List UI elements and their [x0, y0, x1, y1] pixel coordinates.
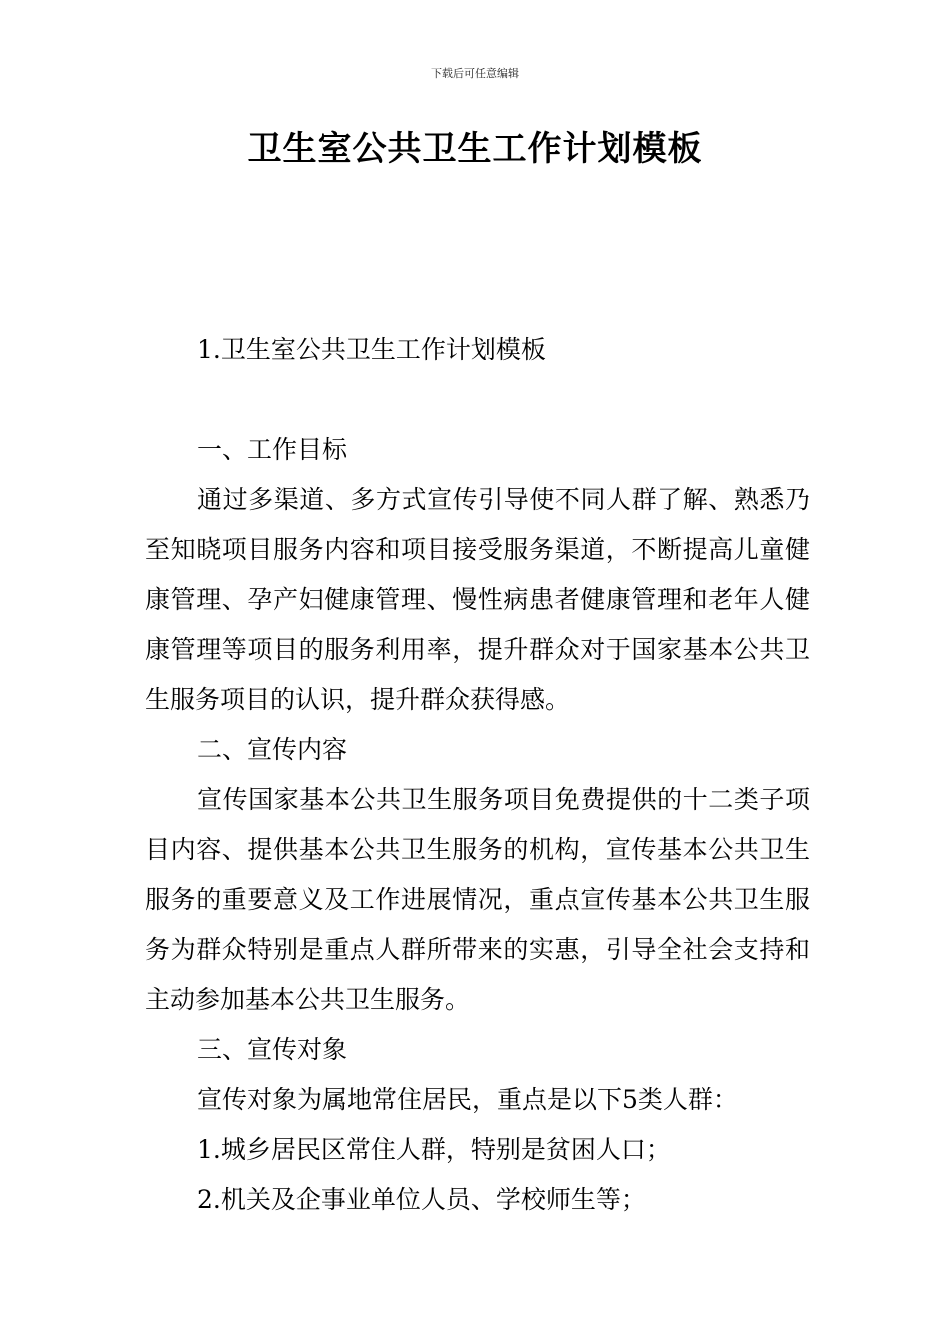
document-body — [145, 425, 810, 1225]
document-title: 卫生室公共卫生工作计划模板 — [247, 129, 703, 169]
paragraph-goals: 通过多渠道、多方式宣传引导使不同人群了解、熟悉乃至知晓项目服务内容和项目接受服务渠道，不断提高儿童健康管理、孕产妇健康管理、慢性病患者健康管理和老年人健康管理等项目的服务利用率，提升群众对于国家基本公共卫生服务项目的认识，提升群众获得感。 — [145, 485, 810, 714]
document-subtitle — [145, 325, 810, 375]
header-note: 下载后可任意编辑 — [431, 67, 519, 80]
paragraph-audience: 宣传对象为属地常住居民，重点是以下5类人群： — [197, 1085, 738, 1114]
list-item-1: 1.城乡居民区常住人群，特别是贫困人口； — [197, 1135, 671, 1164]
section-heading-goals: 一、工作目标 — [197, 435, 348, 464]
subtitle-text: 1.卫生室公共卫生工作计划模板 — [197, 335, 546, 364]
paragraph-content: 宣传国家基本公共卫生服务项目免费提供的十二类子项目内容、提供基本公共卫生服务的机构，宣传基本公共卫生服务的重要意义及工作进展情况，重点宣传基本公共卫生服务为群众特别是重点人群所带来的实惠，引导全社会支持和主动参加基本公共卫生服务。 — [145, 785, 810, 1014]
list-item-2: 2.机关及企事业单位人员、学校师生等； — [197, 1185, 646, 1214]
section-heading-audience: 三、宣传对象 — [197, 1035, 348, 1064]
section-heading-content: 二、宣传内容 — [197, 735, 348, 764]
